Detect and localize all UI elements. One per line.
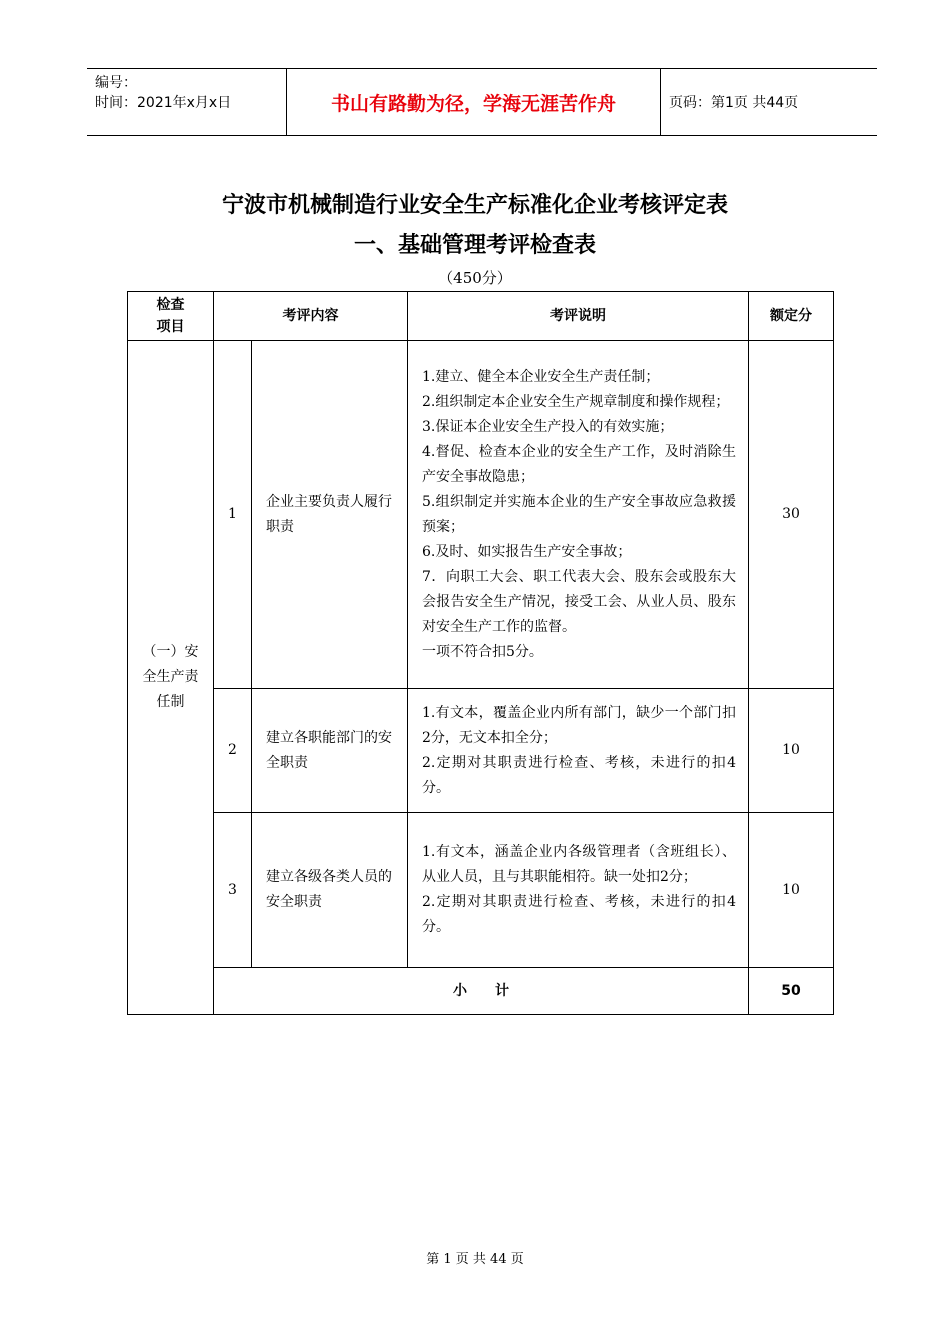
row-item: 企业主要负责人履行职责	[252, 341, 408, 689]
header-page-info: 页码：第1页 共44页	[669, 95, 799, 111]
table-row	[128, 813, 834, 968]
row-points: 10	[749, 813, 834, 968]
time-label: 时间：2021年x月x日	[95, 95, 232, 111]
table-header-row	[128, 292, 834, 341]
row-number: 2	[214, 689, 252, 813]
description-line: 4.督促、检查本企业的安全生产工作，及时消除生产安全事故隐患；	[422, 443, 736, 485]
description-line: 1.建立、健全本企业安全生产责任制；	[422, 368, 660, 385]
row-points: 30	[749, 341, 834, 689]
category-cell: （一）安全生产责任制	[128, 341, 214, 1015]
document-subtitle: 一、基础管理考评检查表	[353, 233, 596, 258]
header-motto: 书山有路勤为径，学海无涯苦作舟	[287, 69, 661, 135]
row-number: 1	[214, 341, 252, 689]
page-header	[87, 68, 877, 136]
row-description	[408, 341, 749, 689]
row-description	[408, 689, 749, 813]
table-row	[128, 341, 834, 689]
row-number: 3	[214, 813, 252, 968]
description-line: 1.有文本，覆盖企业内所有部门，缺少一个部门扣2分，无文本扣全分；	[422, 704, 736, 746]
code-label: 编号：	[95, 75, 137, 91]
description-line: 7．向职工大会、职工代表大会、股东会或股东大会报告安全生产情况，接受工会、从业人员、股东对安全生产工作的监督。	[422, 568, 736, 635]
evaluation-table	[127, 291, 834, 1015]
row-points: 10	[749, 689, 834, 813]
header-description: 考评说明	[408, 292, 749, 341]
header-category: 检查项目	[128, 292, 214, 341]
description-line: 3.保证本企业安全生产投入的有效实施；	[422, 418, 674, 435]
row-item: 建立各职能部门的安全职责	[252, 689, 408, 813]
table-row	[128, 689, 834, 813]
page-footer: 第 1 页 共 44 页	[426, 1252, 524, 1267]
header-content: 考评内容	[214, 292, 408, 341]
header-meta	[87, 69, 287, 135]
description-line: 1.有文本，涵盖企业内各级管理者（含班组长）、从业人员，且与其职能相符。缺一处扣2分；	[422, 844, 736, 885]
description-line: 6.及时、如实报告生产安全事故；	[422, 543, 632, 560]
description-line: 2.组织制定本企业安全生产规章制度和操作规程；	[422, 393, 730, 410]
description-line: 5.组织制定并实施本企业的生产安全事故应急救援预案；	[422, 493, 736, 535]
subtotal-label: 小 计	[214, 968, 749, 1015]
subtotal-row	[128, 968, 834, 1015]
row-item: 建立各级各类人员的安全职责	[252, 813, 408, 968]
description-line: 一项不符合扣5分。	[422, 643, 543, 660]
subtotal-points: 50	[749, 968, 834, 1015]
row-description	[408, 813, 749, 968]
document-title: 宁波市机械制造行业安全生产标准化企业考核评定表	[221, 193, 728, 218]
description-line: 2.定期对其职责进行检查、考核，未进行的扣4分。	[422, 754, 736, 796]
total-score: （450分）	[438, 269, 512, 287]
description-line: 2.定期对其职责进行检查、考核，未进行的扣4分。	[422, 894, 736, 935]
header-points: 额定分	[749, 292, 834, 341]
